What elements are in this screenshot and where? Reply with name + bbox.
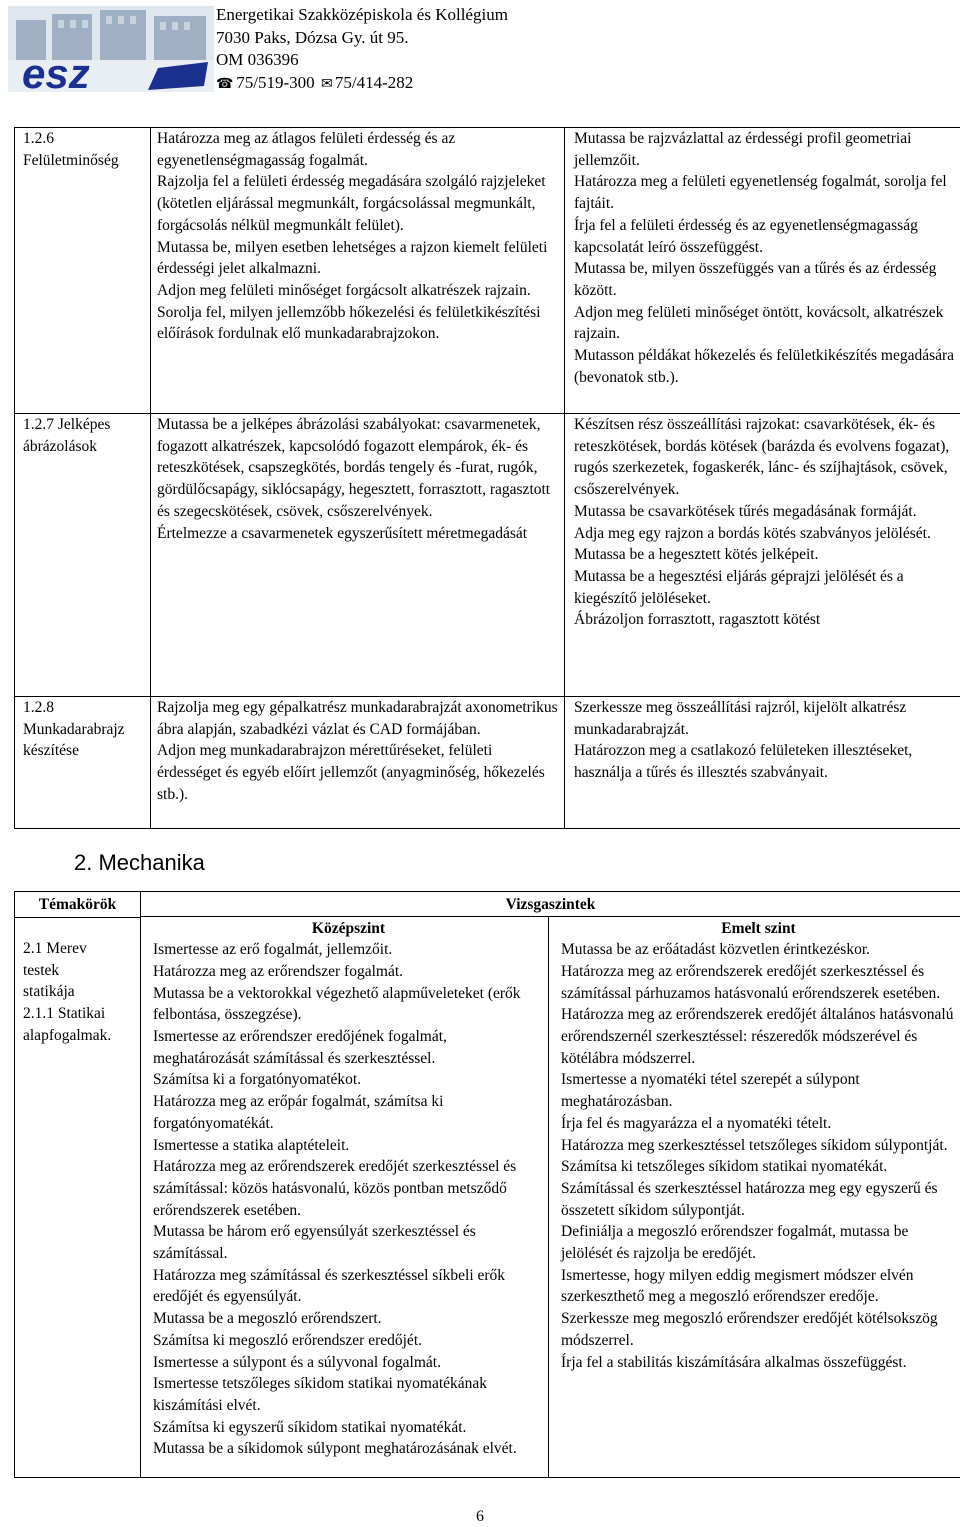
topic-title: Munkadarabrajz bbox=[23, 720, 125, 738]
topic-number: 1.2.6 bbox=[23, 130, 54, 147]
topic-cell bbox=[15, 918, 141, 1478]
requirement-text: Számítsa ki megoszló erőrendszer eredőjét. bbox=[153, 1331, 422, 1349]
topic-cell bbox=[15, 128, 151, 414]
column-header-topics: Témakörök bbox=[15, 892, 141, 918]
topic-title: alapfogalmak. bbox=[23, 1026, 112, 1044]
topic-number: 1.2.8 bbox=[23, 699, 54, 716]
requirement-text: Írja fel és magyarázza el a nyomatéki tételt. bbox=[561, 1114, 832, 1132]
requirement-text: Határozza meg az erőrendszerek eredőjét szerkesztéssel és számítással párhuzamos hatásvonalú erőrendszerek esetében. bbox=[561, 962, 941, 1002]
requirement-text: Mutassa be a síkidomok súlypont meghatározásának elvét. bbox=[153, 1440, 517, 1458]
requirement-text: Határozza meg szerkesztéssel tetszőleges síkidom súlypontját. bbox=[561, 1136, 948, 1154]
topic-title: készítése bbox=[23, 742, 79, 760]
topic-title: testek bbox=[23, 961, 60, 979]
requirement-text: Határozza meg az erőrendszerek eredőjét általános hatásvonalú erőrendszernél szerkesztéssel: részeredők módszerével és kötélábra módszerrel. bbox=[561, 1006, 954, 1067]
requirement-text: Mutassa be a vektorokkal végezhető alapműveleteket (erők felbontása, összegzése). bbox=[153, 984, 521, 1024]
requirement-text: Értelmezze a csavarmenetek egyszerűsített méretmegadását bbox=[157, 524, 528, 542]
fax-number: 75/414-282 bbox=[334, 72, 414, 92]
requirement-text: Írja fel a stabilitás kiszámítására alkalmas összefüggést. bbox=[561, 1353, 907, 1371]
section-title: 2. Mechanika bbox=[74, 850, 205, 875]
column-header-advanced: Emelt szint bbox=[721, 919, 796, 937]
school-logo bbox=[8, 6, 214, 92]
requirement-text: Határozza meg az erőrendszer fogalmát. bbox=[153, 962, 404, 980]
topic-title: Felületminőség bbox=[23, 151, 119, 169]
requirement-text: Adjon meg felületi minőséget forgácsolt alkatrészek rajzain. bbox=[157, 281, 531, 299]
requirement-text: Ismertesse a súlypont és a súlyvonal fogalmát. bbox=[153, 1353, 441, 1371]
requirement-text: Határozza meg az erőrendszerek eredőjét szerkesztéssel és számítással: közös hatásvonalú, közös pontban metsződő erőrendszerek esetében. bbox=[153, 1158, 517, 1219]
topics-table-1 bbox=[14, 127, 960, 829]
topic-title: 2.1.1 Statikai bbox=[23, 1005, 106, 1023]
table-header-row bbox=[15, 892, 960, 917]
requirement-text: Mutassa be csavarkötések tűrés megadásának formáját. bbox=[574, 502, 917, 520]
requirement-text: Mutassa be a jelképes ábrázolási szabályokat: csavarmenetek, fogazott alkatrészek, kapcsolódó fogazott elempárok, ék- és reteszkötések, csapszegkötés, bordás tengely és -furat, rugók, gördülőcsapágy, siklócsapágy, hegesztett, forrasztott, ragasztott és szegecskötések, csövek, csőszerelvények. bbox=[157, 416, 551, 520]
requirement-text: Ismertesse az erő fogalmát, jellemzőit. bbox=[153, 941, 393, 959]
page-number: 6 bbox=[476, 1508, 484, 1525]
table-row bbox=[15, 918, 960, 1478]
requirement-text: Mutassa be az erőátadást közvetlen érintkezéskor. bbox=[561, 941, 871, 959]
requirement-text: Mutasson példákat hőkezelés és felületkikészítés megadására (bevonatok stb.). bbox=[574, 347, 955, 386]
requirement-text: Ismertesse, hogy milyen eddig megismert módszer elvén szerkeszthető meg a megoszló erőrendszer eredője. bbox=[561, 1266, 914, 1306]
requirement-text: Mutassa be, milyen összefüggés van a tűrés és az érdesség között. bbox=[574, 260, 937, 299]
column-header-mid: Középszint bbox=[311, 919, 386, 937]
requirement-text: Adjon meg felületi minőséget öntött, kovácsolt, alkatrészek rajzain. bbox=[574, 303, 944, 343]
topic-cell bbox=[15, 697, 151, 829]
mid-level-cell bbox=[141, 918, 549, 1478]
topic-title: ábrázolások bbox=[23, 437, 98, 455]
requirement-text: Mutassa be rajzvázlattal az érdességi profil geometriai jellemzőit. bbox=[574, 130, 912, 169]
school-address: 7030 Paks, Dózsa Gy. út 95. bbox=[216, 27, 409, 47]
logo-text: esz bbox=[22, 50, 90, 92]
requirement-text: Mutassa be három erő egyensúlyát szerkesztéssel és számítással. bbox=[153, 1223, 476, 1263]
requirement-text: Határozza meg a felületi egyenetlenség fogalmát, sorolja fel fajtáit. bbox=[574, 173, 947, 213]
requirement-text: Készítsen rész összeállítási rajzokat: csavarkötések, ék- és reteszkötések, bordás kötések (barázda és evolvens fogazat), rugós szerkezetek, fogaskerék, lánc- és szíjhajtások, csövek, csőszerelvények. bbox=[574, 416, 950, 499]
requirement-text: Számítsa ki tetszőleges síkidom statikai nyomatékát. bbox=[561, 1158, 888, 1176]
requirement-text: Határozzon meg a csatlakozó felületeken illesztéseket, használja a tűrés és illesztés szabványait. bbox=[574, 742, 913, 782]
fax-icon: ✉ bbox=[321, 76, 333, 92]
table-row bbox=[15, 414, 960, 697]
requirement-text: Számítsa ki a forgatónyomatékot. bbox=[153, 1071, 362, 1089]
requirement-text: Ismertesse a statika alaptételeit. bbox=[153, 1136, 350, 1154]
requirement-text: Mutassa be a megoszló erőrendszert. bbox=[153, 1310, 382, 1328]
table-row bbox=[15, 697, 960, 829]
requirement-text: Szerkessze meg összeállítási rajzról, kijelölt alkatrész munkadarabrajzát. bbox=[574, 699, 907, 738]
requirement-text: Számítással és szerkesztéssel határozza meg egy egyszerű és összetett síkidom súlypontját. bbox=[561, 1179, 938, 1219]
advanced-level-cell bbox=[565, 414, 960, 697]
requirement-text: Sorolja fel, milyen jellemzőbb hőkezelési és felületkikészítési előírások fordulnak elő munkadarabrajzokon. bbox=[157, 303, 541, 343]
topics-table-2 bbox=[14, 891, 960, 1478]
requirement-text: Ismertesse a nyomatéki tétel szerepét a súlypont meghatározásban. bbox=[561, 1071, 860, 1111]
requirement-text: Rajzolja fel a felületi érdesség megadására szolgáló rajzjeleket (kötetlen eljárással megmunkált, forgácsolással megmunkált, forgácsolás nélkül megmunkált felület). bbox=[157, 173, 546, 234]
requirement-text: Definiálja a megoszló erőrendszer fogalmát, mutassa be jelölését és rajzolja be eredőjét. bbox=[561, 1223, 909, 1263]
om-id: OM 036396 bbox=[216, 50, 299, 69]
requirement-text: Ismertesse tetszőleges síkidom statikai nyomatékának kiszámítási elvét. bbox=[153, 1375, 488, 1414]
telephone-icon: ☎ bbox=[216, 76, 234, 92]
requirement-text: Határozza meg számítással és szerkesztéssel síkbeli erők eredőjét és egyensúlyát. bbox=[153, 1266, 506, 1306]
requirement-text: Szerkessze meg megoszló erőrendszer eredőjét kötélsokszög módszerrel. bbox=[561, 1310, 938, 1349]
advanced-level-cell bbox=[549, 918, 960, 1478]
requirement-text: Mutassa be a hegesztési eljárás géprajzi jelölését és a kiegészítő jelöléseket. bbox=[574, 567, 904, 607]
requirement-text: Mutassa be, milyen esetben lehetséges a rajzon kiemelt felületi érdességi jelet alkalmazni. bbox=[157, 238, 548, 278]
mid-level-cell bbox=[151, 414, 565, 697]
contact-line bbox=[216, 72, 508, 97]
requirement-text: Határozza meg az átlagos felületi érdesség és az egyenetlenségmagasság fogalmát. bbox=[157, 130, 456, 169]
topic-cell bbox=[15, 414, 151, 697]
requirement-text: Ismertesse az erőrendszer eredőjének fogalmát, meghatározását számítással és szerkesztéssel. bbox=[153, 1028, 447, 1067]
table-row bbox=[15, 128, 960, 414]
requirement-text: Rajzolja meg egy gépalkatrész munkadarabrajzát axonometrikus ábra alapján, szabadkézi vázlat és CAD formájában. bbox=[157, 699, 558, 738]
requirement-text: Írja fel a felületi érdesség és az egyenetlenségmagasság kapcsolatát leíró összefüggést. bbox=[574, 216, 918, 256]
mid-level-cell bbox=[151, 697, 565, 829]
requirement-text: Adja meg egy rajzon a bordás kötés szabványos jelölését. bbox=[574, 524, 931, 542]
school-header bbox=[216, 4, 508, 96]
requirement-text: Adjon meg munkadarabrajzon mérettűréseket, felületi érdességet és egyéb előírt jellemzőt (anyagminőség, hőkezelés stb.). bbox=[157, 742, 545, 803]
advanced-level-cell bbox=[565, 128, 960, 414]
topic-number: 1.2.7 Jelképes bbox=[23, 416, 111, 433]
requirement-text: Ábrázoljon forrasztott, ragasztott kötést bbox=[574, 611, 821, 629]
requirement-text: Mutassa be a hegesztett kötés jelképeit. bbox=[574, 546, 819, 564]
mid-level-cell bbox=[151, 128, 565, 414]
requirement-text: Határozza meg az erőpár fogalmát, számítsa ki forgatónyomatékát. bbox=[153, 1093, 444, 1132]
phone-number: 75/519-300 bbox=[236, 72, 315, 92]
topic-title: statikája bbox=[23, 983, 75, 1001]
school-name: Energetikai Szakközépiskola és Kollégium bbox=[216, 5, 508, 24]
column-header-exam-levels: Vizsgaszintek bbox=[141, 892, 960, 917]
advanced-level-cell bbox=[565, 697, 960, 829]
requirement-text: Számítsa ki egyszerű síkidom statikai nyomatékát. bbox=[153, 1418, 467, 1436]
topic-title: 2.1 Merev bbox=[23, 940, 87, 957]
